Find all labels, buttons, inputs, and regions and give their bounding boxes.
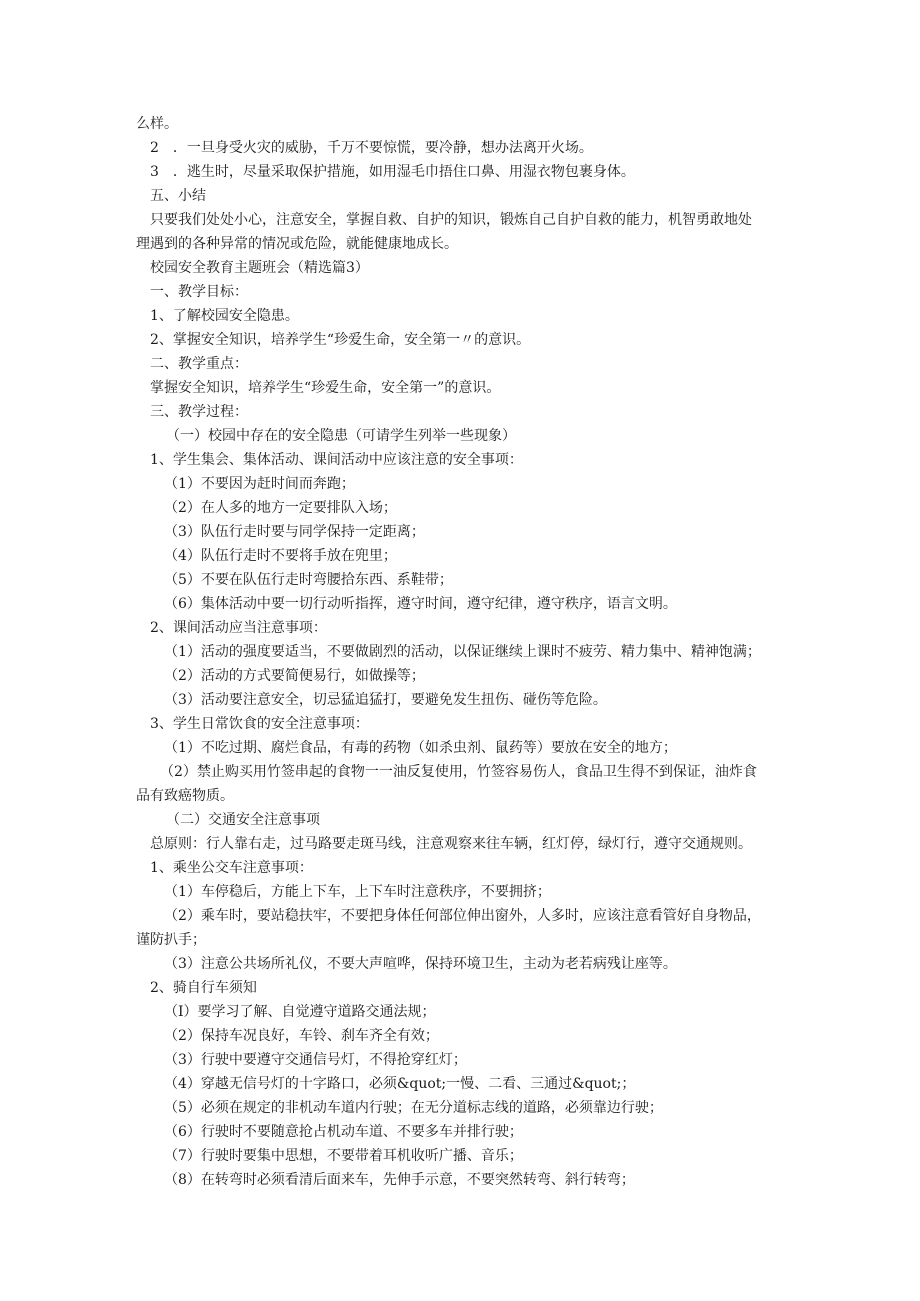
list-item: （2）活动的方式要简便易行，如做操等； xyxy=(164,668,425,684)
list-item: （6）集体活动中要一切行动听指挥，遵守时间，遵守纪律，遵守秩序，语言文明。 xyxy=(164,596,677,612)
section-heading: 五、小结 xyxy=(150,188,206,204)
list-item: （3）行驶中要遵守交通信号灯，不得抢穿红灯； xyxy=(164,1052,467,1068)
text-line: 掌握安全知识，培养学生“珍爱生命，安全第一”的意识。 xyxy=(150,380,501,396)
list-item: （5）不要在队伍行走时弯腰拾东西、系鞋带； xyxy=(164,572,453,588)
text-line: 理遇到的各种异常的情况或危险，就能健康地成长。 xyxy=(136,236,458,252)
list-item: （5）必须在规定的非机动车道内行驶；在无分道标志线的道路，必须靠边行驶； xyxy=(164,1100,663,1116)
text-line: 么样。 xyxy=(136,116,178,132)
text-line: 2 ．一旦身受火灾的威胁，千万不要惊慌，要冷静，想办法离开火场。 xyxy=(150,140,593,156)
list-item: （1）不要因为赶时间而奔跑； xyxy=(164,476,355,492)
text-line: 2、骑自行车须知 xyxy=(150,980,257,996)
text-line: 3 ．逃生时，尽量采取保护措施，如用湿毛巾捂住口鼻、用湿衣物包裹身体。 xyxy=(150,164,635,180)
list-item: （2）乘车时，要站稳扶牢，不要把身体任何部位伸出窗外，人多时，应该注意看管好自身物品， xyxy=(164,908,761,924)
list-item: （3）队伍行走时要与同学保持一定距离； xyxy=(164,524,425,540)
text-line: 只要我们处处小心，注意安全，掌握自救、自护的知识，锻炼自己自护自救的能力，机智勇敢地处 xyxy=(150,212,752,228)
text-line: 1、学生集会、集体活动、课间活动中应该注意的安全事项： xyxy=(150,452,523,468)
section-heading: 一、教学目标： xyxy=(150,284,248,300)
list-item: （2）保持车况良好，车铃、刹车齐全有效； xyxy=(164,1028,439,1044)
text-line: 谨防扒手； xyxy=(136,932,206,948)
list-item: （4）队伍行走时不要将手放在兜里； xyxy=(164,548,397,564)
subsection-heading: （二）交通安全注意事项 xyxy=(166,812,320,828)
list-item: （1）车停稳后，方能上下车，上下车时注意秩序，不要拥挤； xyxy=(164,884,551,900)
list-item: （6）行驶时不要随意抢占机动车道、不要多车并排行驶； xyxy=(164,1124,523,1140)
text-line: 1、乘坐公交车注意事项： xyxy=(150,860,313,876)
text-line: 2、掌握安全知识，培养学生“珍爱生命，安全第一〃的意识。 xyxy=(150,332,531,348)
subsection-heading: （一）校园中存在的安全隐患（可请学生列举一些现象） xyxy=(166,428,516,444)
list-item: （1）不吃过期、腐烂食品，有毒的药物（如杀虫剂、鼠药等）要放在安全的地方； xyxy=(164,740,677,756)
text-line: 3、学生日常饮食的安全注意事项： xyxy=(150,716,369,732)
list-item: （3）注意公共场所礼仪，不要大声喧哗，保持环境卫生，主动为老若病残让座等。 xyxy=(164,956,677,972)
section-heading: 三、教学过程： xyxy=(150,404,248,420)
text-line: 1、了解校园安全隐患。 xyxy=(150,308,299,324)
document-title: 校园安全教育主题班会（精选篇3） xyxy=(150,260,369,276)
list-item: （2）禁止购买用竹签串起的食物一一油反复使用，竹签容易伤人，食品卫生得不到保证，油炸食 xyxy=(160,764,757,780)
list-item: （1）活动的强度要适当，不要做剧烈的活动，以保证继续上课时不疲劳、精力集中、精神饱满； xyxy=(164,644,761,660)
list-item: （3）活动要注意安全，切忌猛追猛打，要避免发生扭伤、碰伤等危险。 xyxy=(164,692,607,708)
text-line: 品有致癌物质。 xyxy=(136,788,234,804)
text-line: 总原则：行人靠右走，过马路要走斑马线，注意观察来往车辆，红灯停，绿灯行，遵守交通规则。 xyxy=(150,836,752,852)
list-item: （2）在人多的地方一定要排队入场； xyxy=(164,500,397,516)
list-item: （8）在转弯时必须看清后面来车，先伸手示意，不要突然转弯、斜行转弯； xyxy=(164,1172,635,1188)
text-line: 2、课间活动应当注意事项： xyxy=(150,620,327,636)
list-item: （7）行驶时要集中思想，不要带着耳机收听广播、音乐； xyxy=(164,1148,523,1164)
list-item: （4）穿越无信号灯的十字路口，必须&quot;一慢、二看、三通过&quot;； xyxy=(164,1076,636,1092)
section-heading: 二、教学重点： xyxy=(150,356,248,372)
list-item: （I）要学习了解、自觉遵守道路交通法规； xyxy=(164,1004,436,1020)
